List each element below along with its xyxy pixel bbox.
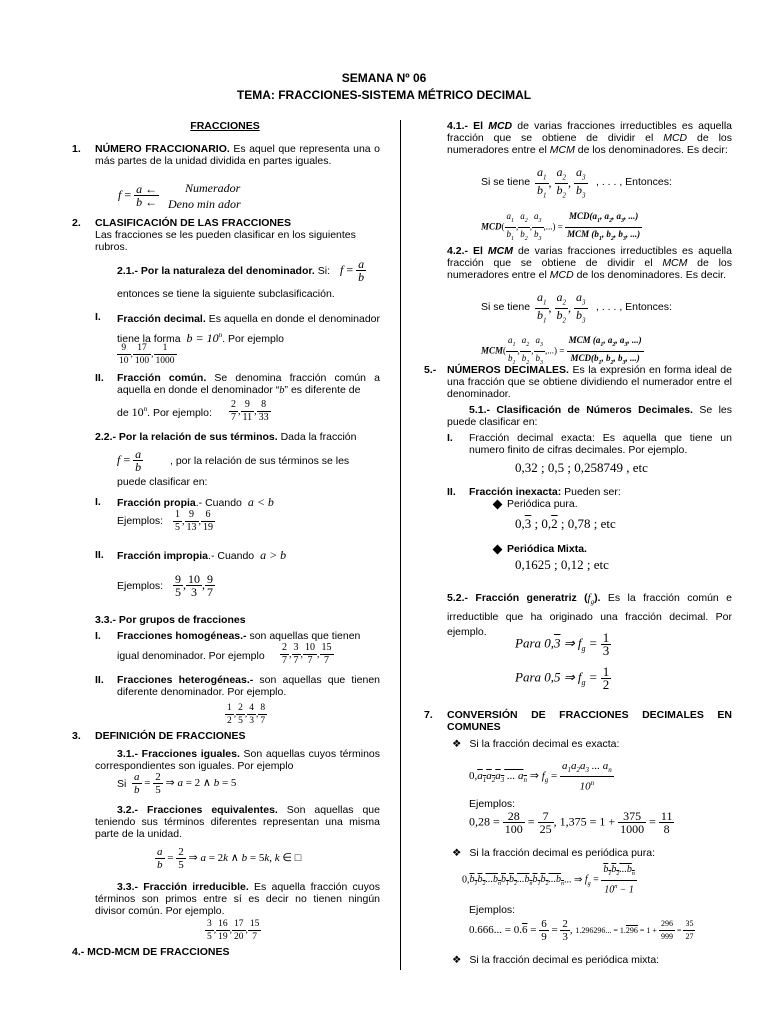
s52-para2-text: Para 0,5 ⇒ f	[515, 669, 582, 685]
s22-label: 2.2.- Por la relación de sus términos.	[95, 431, 278, 443]
s51-II-line	[469, 486, 621, 498]
s22-II-examples-label: Ejemplos:	[117, 580, 164, 592]
s41-entonces: , . . . , Entonces:	[596, 176, 672, 188]
clover-bullet-icon: ❖	[452, 738, 462, 750]
s5-label: NÚMEROS DECIMALES.	[447, 364, 569, 376]
s1-formula-denominator: Deno min ador	[168, 197, 241, 211]
s21-I-text: Es aquella en donde el denominador tiene la forma	[117, 313, 380, 345]
s7-a-formula: $0,a_1a_2a_3$ ... $a_n$ ⇒ $f_g$ = $\frac{a_1a_2a_3 ... a_n}{10^n}$	[469, 760, 612, 793]
s41-mcm: MCM	[549, 144, 575, 156]
s7-a-text: Si la fracción decimal es exacta:	[469, 738, 620, 750]
s42-text3: de los denominadores. Es decir.	[576, 269, 726, 281]
item-number: I.	[95, 496, 101, 508]
s52-paragraph: 5.2.- Fracción generatriz $(f_g)$. Es la fracción común e irreductible que ha originado una fracción decimal. Por ejemplo.	[447, 592, 733, 639]
s7-b-text: Si la fracción decimal es periódica pura:	[469, 847, 656, 859]
s31-paragraph	[95, 748, 380, 772]
s7-b-examples: 0.666... = 0.6 = $\frac{6}{9}$ = $\frac{2}{3}$ , 1.296296... = 1.296 = 1 + $\frac{296}{999}$ = $\frac{35}{27}$	[469, 918, 694, 943]
s1-formula-numerator: Numerador	[185, 181, 241, 195]
s41-label: 4.1.- El	[447, 120, 484, 132]
s22-line	[95, 431, 356, 443]
s33-II-label: Fracciones heterogéneas.-	[117, 674, 254, 686]
s52-para1: Para 0,3 ⇒ $f_g$ = $\frac{1}{3}$	[515, 630, 610, 658]
s42-label: 4.2.- El	[447, 245, 483, 257]
s42-si: Si se tiene	[481, 301, 531, 313]
s1-formula: f = $\frac{a \leftarrow}{b \leftarrow}$	[118, 182, 158, 209]
s22-formula: f = $\frac{a}{b}$	[117, 447, 142, 474]
s51-II-pura-ex: ; 0,78 ; etc	[560, 516, 616, 531]
s21-II-examples: $\frac{2}{7}$ , $\frac{9}{11}$ , $\frac{8}{33}$	[231, 399, 269, 423]
s7-b-formula: $0,b_1b_2...b_nb_1b_2...b_nb_1b_2...b_n$... ⇒ $f_g$ = $\frac{b_1b_2...b_n}{10^n - 1}$	[462, 864, 635, 896]
s22-text2-a: , por la relación de sus términos se les	[170, 455, 350, 467]
page-title-line1: SEMANA Nº 06	[341, 71, 427, 85]
item-number: I.	[95, 630, 101, 642]
s51-II-pura-examples: 0,3 ; 0,2 ; 0,78 ; etc	[515, 516, 616, 531]
s7-c-text: Si la fracción decimal es periódica mixta:	[469, 954, 660, 966]
item-number: I.	[95, 311, 101, 323]
s51-paragraph	[447, 404, 732, 428]
clover-bullet-icon: ❖	[452, 847, 462, 859]
clover-bullet-icon: ❖	[452, 954, 462, 966]
s41-mcd: MCD	[488, 120, 513, 132]
s51-II-mixta-line	[494, 543, 587, 555]
s33-II-examples: $\frac{1}{2}$ , $\frac{2}{5}$ , $\frac{4}{3}$ , $\frac{8}{7}$	[227, 703, 266, 726]
s52-para2: Para 0,5 ⇒ $f_g$ = $\frac{1}{2}$	[515, 664, 610, 692]
s5-text: Es la expresión en forma ideal de una fracción que se obtiene dividiendo el numerador entre el denominador.	[447, 364, 732, 400]
s33-I-paragraph-a: Fracciones homogéneas.- son aquellas que tienen	[117, 630, 361, 642]
s7-b-examples-label: Ejemplos:	[469, 904, 516, 916]
s42-paragraph	[447, 245, 732, 281]
s41-formula: MCD( $\frac{a_1}{b_1}$ , $\frac{a_2}{b_2}$ , $\frac{a_3}{b_3}$ ,...) = $\frac{MCD(a_1, a_2, a_3, ...)}{MCM (b_1, b_2, b_3, ...)}$	[481, 211, 641, 242]
s22-I-line: Fracción propia.- Cuando a < b	[117, 495, 274, 509]
s21-I-examples: $\frac{9}{10}$ , $\frac{17}{100}$ , $\frac{1}{1000}$	[119, 343, 175, 366]
s42-text2: de los numeradores entre el	[447, 257, 732, 281]
s7-b-line	[452, 847, 655, 859]
s51-label: 5.1.- Clasificación de Números Decimales.	[469, 404, 693, 416]
s21-I-paragraph: Fracción decimal. Es aquella en donde el denominador tiene la forma $b = 10^n$. Por ejemplo	[117, 313, 380, 345]
s33b-paragraph	[95, 881, 380, 917]
item-number: II.	[95, 674, 104, 686]
s33-II-paragraph	[117, 674, 380, 698]
s2-label: CLASIFICACIÓN DE LAS FRACCIONES	[95, 217, 292, 229]
s21-formula: f = $\frac{a}{b}$	[340, 257, 365, 284]
s52-label: 5.2.- Fracción generatriz (	[447, 592, 588, 604]
s2-text: Las fracciones se les pueden clasificar en los siguientes rubros.	[95, 229, 356, 253]
section-title-fracciones: FRACCIONES	[190, 120, 260, 132]
s33-I-label: Fracciones homogéneas.-	[117, 630, 247, 642]
s21-II-text-de: de	[117, 407, 129, 419]
s22-II-text: .- Cuando	[208, 550, 255, 562]
s41-paragraph	[447, 120, 732, 156]
s51-I-examples: 0,32 ; 0,5 ; 0,258749 , etc	[515, 460, 648, 475]
s33-II-text: son aquellas que tienen diferente denominador. Por ejemplo.	[117, 674, 380, 698]
s32-paragraph	[95, 804, 380, 840]
s51-II-pura-line	[494, 498, 578, 510]
s22-I-text: .- Cuando	[195, 497, 242, 509]
s33b-examples: $\frac{3}{5}$ , $\frac{16}{19}$ , $\frac{17}{20}$ , $\frac{15}{7}$	[207, 919, 260, 942]
s32-text: Son aquellas que teniendo sus términos diferentes representan una misma parte de la unidad.	[95, 804, 380, 840]
s33-I-examples: $\frac{2}{7}$ , $\frac{3}{7}$ , $\frac{10}{7}$ , $\frac{15}{7}$	[282, 642, 332, 666]
s52-para1-text: Para 0,3 ⇒ f	[515, 635, 582, 651]
diamond-bullet-icon	[493, 544, 503, 554]
s21-I-label: Fracción decimal.	[117, 313, 206, 325]
s41-mcd2: MCD	[663, 132, 688, 144]
s42-fracs: $\frac{a_1}{b_1}$ , $\frac{a_2}{b_2}$ , $\frac{a_3}{b_3}$	[537, 290, 586, 325]
s42-mcd: MCD	[549, 269, 574, 281]
item-number: 2.	[72, 217, 81, 229]
s22-II-examples: $\frac{9}{5}$ , $\frac{10}{3}$ , $\frac{9}{7}$	[175, 572, 213, 599]
s5-paragraph	[447, 364, 732, 400]
s21-after: entonces se tiene la siguiente subclasificación.	[117, 288, 335, 300]
s33b-text: Es aquella fracción cuyos términos son primos entre sí es decir no tienen ningún divisor común. Por ejemplo.	[95, 881, 380, 917]
s51-I-text: Fracción decimal exacta: Es aquella que tiene un numero finito de cifras decimales. Por ejemplo.	[469, 432, 732, 456]
s4-label: 4.- MCD-MCM DE FRACCIONES	[72, 946, 230, 958]
s51-II-mixta-examples: 0,1625 ; 0,12 ; etc	[515, 557, 609, 572]
s22-text: Dada la fracción	[280, 431, 357, 443]
s21-line	[117, 265, 330, 277]
s33-I-paragraph-b: igual denominador. Por ejemplo	[117, 650, 265, 662]
s32-label: 3.2.- Fracciones equivalentes.	[117, 804, 278, 816]
s42-mcm2: MCM	[662, 257, 688, 269]
s41-fracs: $\frac{a_1}{b_1}$ , $\frac{a_2}{b_2}$ , $\frac{a_3}{b_3}$	[537, 165, 586, 200]
s32-formula: $\frac{a}{b}$ = $\frac{2}{5}$ ⇒ a = 2k ∧ b = 5k, k ∈ □	[157, 846, 302, 871]
s42-formula: MCM( $\frac{a_1}{b_1}$ , $\frac{a_2}{b_2}$ , $\frac{a_3}{b_3}$ ,...) = $\frac{MCM (a_1, a_2, a_3, ...)}{MCD(b_1, b_2, b_3, ...)}$	[481, 335, 642, 366]
s51-II-pura: Periódica pura.	[507, 498, 578, 510]
s51-II-text: Pueden ser:	[564, 486, 621, 498]
s3-label: DEFINICIÓN DE FRACCIONES	[95, 730, 246, 742]
diamond-bullet-icon	[493, 499, 503, 509]
s31-si: Si	[117, 778, 127, 790]
s51-II-label: Fracción inexacta:	[469, 486, 562, 498]
s42-entonces: , . . . , Entonces:	[596, 301, 672, 313]
s31-label: 3.1.- Fracciones iguales.	[117, 748, 240, 760]
s41-text2: de los numeradores entre el	[447, 132, 732, 156]
s21-II-paragraph: Fracción común. Se denomina fracción común a aquella en donde el denominador “b” es diferente de	[117, 372, 380, 396]
item-number: 1.	[72, 143, 81, 155]
item-number: II.	[95, 372, 104, 384]
s7-a-line	[452, 738, 619, 750]
s22-I-examples: $\frac{1}{5}$ , $\frac{9}{13}$ , $\frac{6}{19}$	[175, 509, 213, 533]
page-title-line2: TEMA: FRACCIONES-SISTEMA MÉTRICO DECIMAL	[236, 88, 532, 102]
s52-label2: ).	[594, 592, 601, 604]
s21-II-text3: . Por ejemplo:	[147, 407, 212, 419]
item-number: II.	[95, 549, 104, 561]
s22-I-label: Fracción propia	[117, 497, 196, 509]
s1-paragraph	[95, 143, 380, 167]
s21-II-label: Fracción común.	[117, 372, 207, 384]
s7-label: CONVERSIÓN DE FRACCIONES DECIMALES EN COMUNES	[447, 709, 732, 733]
s21-II-line3: de 10$^n$. Por ejemplo:	[117, 405, 212, 419]
item-number: 7.	[424, 709, 433, 721]
s33-label: 3.3.- Por grupos de fracciones	[95, 614, 246, 626]
item-number: I.	[447, 432, 453, 444]
s52-text: Es la fracción común e irreductible que ha originado una fracción decimal. Por ejemplo.	[447, 592, 733, 639]
s21-II-text2: ” es diferente de	[284, 384, 361, 396]
s21-I-text2: . Por ejemplo	[222, 333, 285, 345]
item-number: 3.	[72, 730, 81, 742]
s51-II-mixta: Periódica Mixta.	[507, 543, 587, 555]
s7-a-examples: 0,28 = $\frac{28}{100}$ = $\frac{7}{25}$ , 1,375 = 1 + $\frac{375}{1000}$ = $\frac{11}{8}$	[469, 809, 673, 836]
s1-text: Es aquel que representa una o más partes de la unidad dividida en partes iguales.	[95, 143, 380, 167]
s21-label: 2.1.- Por la naturaleza del denominador.	[117, 265, 315, 277]
s7-a-examples-label: Ejemplos:	[469, 798, 516, 810]
s22-II-line: Fracción impropia.- Cuando a > b	[117, 548, 287, 562]
s22-II-label: Fracción impropia	[117, 550, 209, 562]
s1-label: NÚMERO FRACCIONARIO.	[95, 143, 230, 155]
item-number: II.	[447, 486, 456, 498]
s41-si: Si se tiene	[481, 176, 531, 188]
s41-text: de varias fracciones irreductibles es aquella fracción que se obtiene de dividir el	[447, 120, 732, 144]
s33b-label: 3.3.- Fracción irreducible.	[117, 881, 249, 893]
item-number: 5.-	[424, 364, 437, 376]
s7-c-line	[452, 954, 659, 966]
s42-mcm: MCM	[487, 245, 513, 257]
s21-si: Si:	[317, 265, 330, 277]
s51-text: Se les puede clasificar en:	[447, 404, 732, 428]
s21-II-text: Se denomina fracción común a aquella en donde el denominador “	[117, 372, 380, 396]
s22-I-examples-label: Ejemplos:	[117, 515, 164, 527]
s31-formula: $\frac{a}{b}$ = $\frac{2}{5}$ ⇒ a = 2 ∧ b = 5	[134, 771, 237, 796]
column-divider	[400, 120, 401, 970]
s41-text3: de los denominadores. Es decir:	[577, 144, 728, 156]
s42-text: de varias fracciones irreductibles es aquella fracción que se obtiene de dividir el	[447, 245, 732, 269]
s31-text: Son aquellas cuyos términos correspondientes son iguales. Por ejemplo	[95, 748, 381, 772]
s22-text2-b: puede clasificar en:	[117, 476, 208, 488]
